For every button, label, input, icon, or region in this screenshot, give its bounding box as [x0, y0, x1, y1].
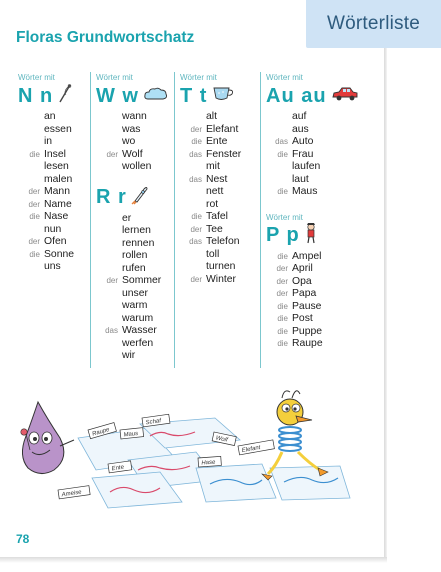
article: der — [28, 199, 40, 209]
word: was — [122, 123, 141, 135]
article: das — [275, 137, 288, 146]
car-icon — [331, 85, 359, 108]
word: er — [122, 212, 132, 224]
word-entry — [266, 263, 366, 276]
word: wir — [122, 350, 136, 361]
article — [180, 199, 206, 212]
article — [266, 174, 292, 187]
word: Fenster — [206, 148, 242, 160]
word-entry — [96, 325, 174, 338]
word-entry — [96, 263, 174, 276]
word: Raupe — [292, 338, 323, 349]
word-card-label: Elefant — [241, 444, 261, 455]
word-card — [120, 428, 144, 439]
article — [18, 261, 44, 274]
word-entry — [96, 149, 174, 162]
floor-tile — [196, 464, 276, 502]
article: die — [277, 301, 288, 311]
word-column-t — [180, 72, 260, 286]
word: essen — [44, 123, 72, 135]
word: Papa — [292, 288, 317, 299]
article: die — [277, 326, 288, 336]
article: das — [189, 174, 202, 184]
word-entry — [180, 136, 260, 149]
word: warum — [122, 312, 154, 324]
article — [96, 225, 122, 238]
word-card — [198, 456, 221, 467]
word-entry — [96, 350, 174, 363]
letter-heading-n — [18, 84, 88, 108]
article — [96, 124, 122, 137]
word-entry — [18, 111, 88, 124]
article — [96, 338, 122, 351]
article — [96, 250, 122, 263]
article: der — [276, 289, 288, 298]
word-list — [18, 111, 88, 274]
word-entry — [96, 250, 174, 263]
section-label: Wörter mit — [266, 73, 303, 82]
article — [96, 313, 122, 326]
article — [266, 124, 292, 137]
article: der — [106, 276, 118, 285]
article: der — [28, 187, 40, 196]
article: die — [277, 339, 288, 348]
word: Nest — [206, 173, 228, 185]
word-entry — [96, 338, 174, 351]
word: lesen — [44, 161, 69, 172]
word-entry — [96, 300, 174, 313]
article: die — [29, 249, 40, 259]
article — [96, 300, 122, 313]
word-entry — [18, 261, 88, 274]
page-edge — [384, 0, 387, 557]
word: rennen — [122, 237, 155, 249]
page-shadow — [0, 557, 387, 563]
word-entry — [266, 313, 366, 326]
article — [180, 111, 206, 124]
column-divider — [174, 72, 175, 368]
word-entry — [266, 326, 366, 339]
article — [18, 224, 44, 237]
page-title: Floras Grundwortschatz — [16, 29, 195, 46]
word: Post — [292, 313, 313, 324]
word-column-au — [266, 72, 366, 351]
article: der — [28, 237, 40, 246]
word: nett — [206, 186, 224, 197]
word-list — [266, 251, 366, 351]
word-entry — [266, 276, 366, 289]
cloud-icon — [143, 85, 169, 108]
word-entry — [18, 149, 88, 162]
word: rollen — [122, 250, 148, 261]
needle-icon — [57, 83, 73, 109]
word-entry — [96, 124, 174, 137]
word-entry — [96, 213, 174, 226]
word-entry — [180, 211, 260, 224]
word: Elefant — [206, 123, 239, 135]
article: die — [29, 212, 40, 221]
drop-character — [21, 402, 74, 474]
letter-label: Au au — [266, 84, 327, 107]
word-card-label: Hase — [201, 459, 216, 467]
word: Frau — [292, 148, 314, 160]
section-label: Wörter mit — [266, 212, 303, 222]
article — [96, 350, 122, 363]
word-entry — [180, 149, 260, 162]
article — [18, 136, 44, 149]
word: Winter — [206, 273, 237, 285]
article — [180, 186, 206, 199]
article — [96, 213, 122, 226]
article: der — [190, 124, 202, 134]
word-entry — [18, 199, 88, 212]
word-entry — [180, 199, 260, 212]
word-entry — [18, 161, 88, 174]
word: Telefon — [206, 236, 240, 247]
article: das — [105, 326, 118, 335]
word-column-w — [96, 72, 174, 363]
word: alt — [206, 111, 217, 122]
section-label: Wörter mit — [96, 73, 133, 82]
article: der — [190, 224, 202, 234]
article: die — [277, 251, 288, 261]
article — [96, 136, 122, 149]
word-card-label: Raupe — [91, 426, 111, 438]
word: Wolf — [122, 148, 143, 160]
word: Sommer — [122, 275, 162, 286]
word: lernen — [122, 225, 151, 236]
word-entry — [266, 301, 366, 314]
article: der — [106, 149, 118, 159]
word-entry — [180, 224, 260, 237]
section-label: Wörter mit — [180, 73, 217, 82]
article — [18, 111, 44, 124]
article — [266, 111, 292, 124]
article — [180, 261, 206, 274]
word-entry — [96, 136, 174, 149]
word: Ampel — [292, 250, 322, 262]
word-entry — [96, 161, 174, 174]
word: in — [44, 136, 53, 147]
word-entry — [180, 274, 260, 287]
letter-heading-t — [180, 84, 260, 108]
article: der — [276, 264, 288, 273]
word: April — [292, 263, 313, 274]
word-entry — [18, 136, 88, 149]
word: Auto — [292, 136, 314, 147]
word-entry — [180, 186, 260, 199]
article — [180, 161, 206, 174]
word: mit — [206, 161, 220, 172]
word-list — [96, 213, 174, 363]
word-entry — [180, 161, 260, 174]
word: wollen — [122, 161, 152, 172]
word-entry — [180, 249, 260, 262]
article: die — [277, 187, 288, 196]
word: wo — [122, 136, 136, 147]
word-entry — [18, 174, 88, 187]
word-card-label: Ameise — [61, 489, 83, 499]
word-card-label: Wolf — [215, 435, 229, 444]
article — [266, 161, 292, 174]
word: laut — [292, 173, 309, 185]
word-entry — [266, 161, 366, 174]
word-entry — [266, 251, 366, 264]
word: turnen — [206, 261, 236, 272]
word-card — [58, 486, 90, 499]
word-entry — [18, 236, 88, 249]
word: Maus — [292, 186, 318, 197]
column-divider — [90, 72, 91, 368]
article — [180, 249, 206, 262]
word: unser — [122, 287, 148, 299]
article: der — [190, 274, 202, 284]
article: das — [189, 237, 202, 246]
word-entry — [266, 186, 366, 199]
page-number: 78 — [16, 532, 30, 546]
word: Pause — [292, 300, 322, 312]
word-entry — [266, 174, 366, 187]
article — [96, 161, 122, 174]
word-card-label: Maus — [123, 430, 139, 439]
word-list — [96, 111, 174, 174]
word: malen — [44, 173, 73, 185]
word-entry — [180, 174, 260, 187]
article — [18, 161, 44, 174]
word: nun — [44, 223, 62, 235]
article: die — [277, 314, 288, 323]
article: die — [191, 137, 202, 146]
letter-heading-au — [266, 84, 366, 108]
word: Nase — [44, 211, 69, 222]
word-entry — [96, 313, 174, 326]
word: Mann — [44, 186, 70, 197]
article: das — [189, 149, 202, 159]
letter-label: N n — [18, 84, 54, 107]
column-divider — [260, 72, 261, 368]
word: warm — [122, 300, 148, 311]
word-entry — [266, 111, 366, 124]
article — [18, 174, 44, 187]
word-entry — [96, 288, 174, 301]
letter-heading-w — [96, 84, 174, 108]
floor-tile — [270, 466, 350, 500]
word-entry — [96, 275, 174, 288]
article — [96, 288, 122, 301]
letter-label: W w — [96, 84, 139, 107]
word: Name — [44, 198, 72, 210]
word: Sonne — [44, 248, 75, 260]
article — [96, 111, 122, 124]
word: auf — [292, 111, 307, 122]
article — [96, 238, 122, 251]
letter-heading-r — [96, 186, 174, 210]
word-entry — [266, 136, 366, 149]
word-card-label: Ente — [111, 464, 125, 473]
teacup-icon — [211, 84, 235, 108]
word: Wasser — [122, 325, 157, 336]
word-entry — [96, 238, 174, 251]
word-entry — [180, 261, 260, 274]
word: Ofen — [44, 236, 67, 247]
word: Opa — [292, 275, 312, 287]
word: uns — [44, 261, 61, 272]
word: laufen — [292, 161, 321, 172]
word-entry — [96, 111, 174, 124]
word: Tee — [206, 223, 223, 235]
word-entry — [18, 224, 88, 237]
pirate-icon — [304, 222, 318, 250]
article: die — [277, 149, 288, 159]
article — [18, 124, 44, 137]
word-entry — [266, 149, 366, 162]
word-entry — [180, 124, 260, 137]
word-list — [266, 111, 366, 199]
word-entry — [18, 186, 88, 199]
word-card-label: Schaf — [145, 418, 162, 427]
chapter-tab — [306, 0, 441, 48]
chapter-tab-label: Wörterliste — [327, 13, 420, 34]
article — [96, 263, 122, 276]
word-column-n — [18, 72, 88, 274]
word-entry — [180, 236, 260, 249]
letter-label: R r — [96, 186, 127, 208]
word-entry — [18, 124, 88, 137]
word-list — [180, 111, 260, 286]
word: rufen — [122, 262, 146, 274]
word-entry — [266, 288, 366, 301]
word: Puppe — [292, 325, 323, 337]
word: rot — [206, 198, 219, 210]
article: die — [29, 149, 40, 159]
word-entry — [180, 111, 260, 124]
word-entry — [266, 124, 366, 137]
article: die — [191, 212, 202, 221]
section-label: Wörter mit — [18, 73, 55, 82]
word-entry — [18, 211, 88, 224]
letter-label: T t — [180, 84, 208, 107]
word: Insel — [44, 148, 66, 160]
word: Ente — [206, 136, 228, 147]
word: werfen — [122, 337, 154, 349]
word: aus — [292, 123, 309, 135]
word-card — [238, 440, 274, 455]
rocket-icon — [131, 185, 149, 211]
article: der — [276, 276, 288, 286]
word: toll — [206, 248, 220, 260]
word-entry — [18, 249, 88, 262]
word-entry — [96, 225, 174, 238]
word: Tafel — [206, 211, 228, 222]
letter-label: P p — [266, 224, 300, 246]
letter-heading-p — [266, 224, 366, 248]
word-entry — [266, 338, 366, 351]
word: an — [44, 111, 56, 122]
word-cards-illustration — [0, 380, 384, 520]
word: wann — [122, 111, 147, 122]
